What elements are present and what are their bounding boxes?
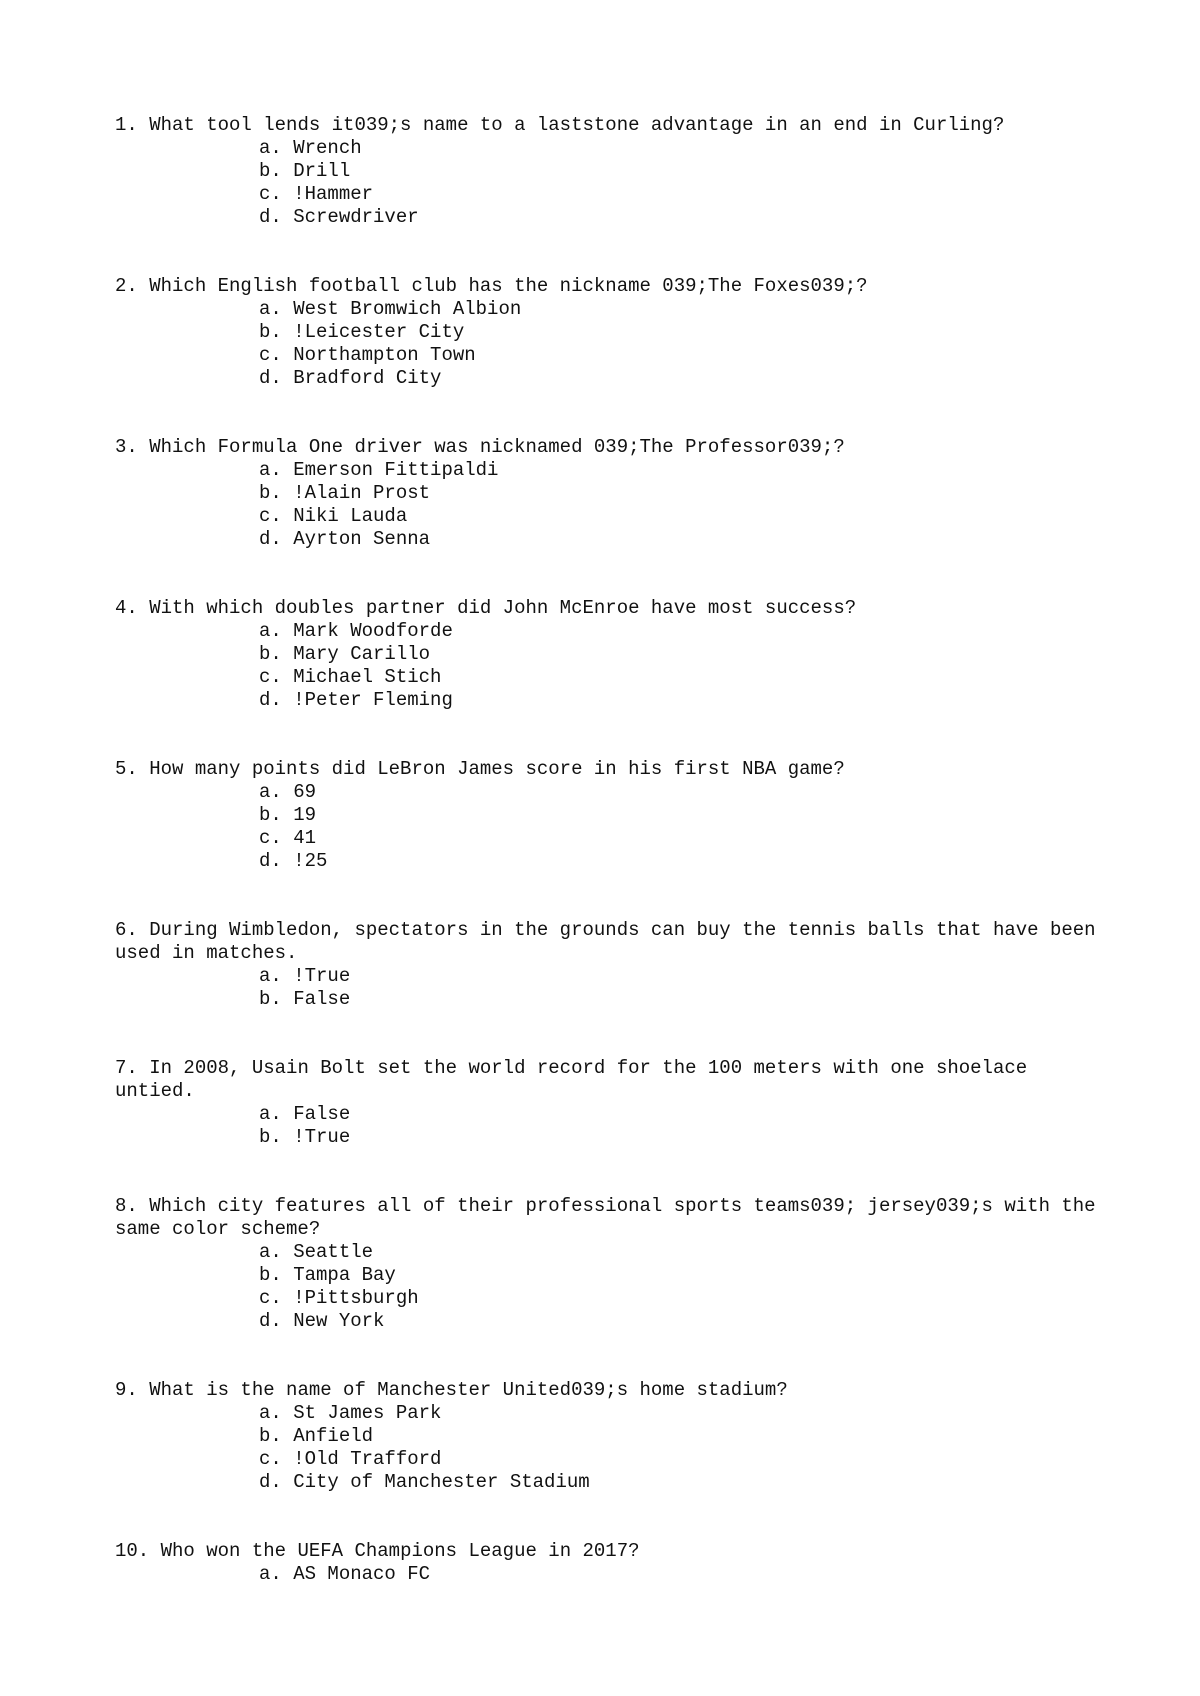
option-letter: d. <box>259 206 282 228</box>
option-letter: a. <box>259 620 282 642</box>
question-prompt: What tool lends it039;s name to a laststone advantage in an end in Curling? <box>149 114 1005 136</box>
answer-option <box>115 988 1115 1011</box>
question-9 <box>115 1379 1115 1494</box>
answer-option <box>115 1103 1115 1126</box>
option-letter: c. <box>259 1287 282 1309</box>
answer-option <box>115 528 1115 551</box>
option-letter: d. <box>259 367 282 389</box>
option-letter: d. <box>259 528 282 550</box>
option-letter: d. <box>259 1471 282 1493</box>
option-text: False <box>293 988 351 1010</box>
answer-option <box>115 1241 1115 1264</box>
answer-options <box>115 1241 1115 1333</box>
answer-option <box>115 1563 1115 1586</box>
option-text: Northampton Town <box>293 344 476 366</box>
answer-options <box>115 1402 1115 1494</box>
option-letter: a. <box>259 137 282 159</box>
answer-option <box>115 965 1115 988</box>
question-7 <box>115 1057 1115 1149</box>
option-letter: a. <box>259 1563 282 1585</box>
question-text <box>115 114 1105 137</box>
question-prompt: Which city features all of their professional sports teams039; jersey039;s with the same color scheme? <box>115 1195 1107 1240</box>
answer-option <box>115 1310 1115 1333</box>
option-letter: b. <box>259 160 282 182</box>
option-letter: b. <box>259 643 282 665</box>
question-prompt: Who won the UEFA Champions League in 2017? <box>160 1540 640 1562</box>
option-text: !True <box>293 1126 351 1148</box>
answer-option <box>115 367 1115 390</box>
question-number: 5. <box>115 758 138 780</box>
question-prompt: In 2008, Usain Bolt set the world record for the 100 meters with one shoelace untied. <box>115 1057 1039 1102</box>
question-text <box>115 919 1105 965</box>
question-6 <box>115 919 1115 1011</box>
answer-options <box>115 137 1115 229</box>
option-letter: c. <box>259 1448 282 1470</box>
question-number: 2. <box>115 275 138 297</box>
question-number: 4. <box>115 597 138 619</box>
answer-option <box>115 137 1115 160</box>
option-text: Bradford City <box>293 367 442 389</box>
option-text: !True <box>293 965 351 987</box>
question-number: 8. <box>115 1195 138 1217</box>
question-prompt: How many points did LeBron James score in his first NBA game? <box>149 758 845 780</box>
question-10 <box>115 1540 1115 1586</box>
option-letter: a. <box>259 459 282 481</box>
question-number: 10. <box>115 1540 150 1562</box>
option-letter: c. <box>259 344 282 366</box>
question-text <box>115 1057 1105 1103</box>
question-text <box>115 1379 1105 1402</box>
question-number: 7. <box>115 1057 138 1079</box>
answer-options <box>115 781 1115 873</box>
answer-option <box>115 781 1115 804</box>
option-text: !25 <box>293 850 328 872</box>
option-letter: c. <box>259 183 282 205</box>
option-text: Wrench <box>293 137 362 159</box>
option-text: Michael Stich <box>293 666 442 688</box>
option-letter: d. <box>259 689 282 711</box>
option-letter: c. <box>259 505 282 527</box>
question-text <box>115 1540 1105 1563</box>
option-letter: b. <box>259 1425 282 1447</box>
option-text: !Hammer <box>293 183 374 205</box>
question-number: 3. <box>115 436 138 458</box>
option-letter: d. <box>259 850 282 872</box>
option-text: Mark Woodforde <box>293 620 453 642</box>
question-2 <box>115 275 1115 390</box>
option-letter: a. <box>259 781 282 803</box>
answer-option <box>115 643 1115 666</box>
answer-options <box>115 965 1115 1011</box>
answer-option <box>115 1264 1115 1287</box>
option-letter: a. <box>259 1241 282 1263</box>
option-text: Mary Carillo <box>293 643 431 665</box>
question-1 <box>115 114 1115 229</box>
answer-option <box>115 620 1115 643</box>
option-letter: a. <box>259 1402 282 1424</box>
answer-option <box>115 1471 1115 1494</box>
answer-option <box>115 482 1115 505</box>
option-letter: b. <box>259 1264 282 1286</box>
answer-option <box>115 298 1115 321</box>
option-text: False <box>293 1103 351 1125</box>
question-text <box>115 1195 1105 1241</box>
question-prompt: Which English football club has the nickname 039;The Foxes039;? <box>149 275 868 297</box>
option-letter: b. <box>259 482 282 504</box>
answer-option <box>115 666 1115 689</box>
answer-option <box>115 344 1115 367</box>
answer-option <box>115 1402 1115 1425</box>
option-letter: b. <box>259 804 282 826</box>
option-letter: c. <box>259 666 282 688</box>
question-text <box>115 597 1105 620</box>
option-text: Emerson Fittipaldi <box>293 459 499 481</box>
answer-option <box>115 1425 1115 1448</box>
option-text: City of Manchester Stadium <box>293 1471 590 1493</box>
question-number: 6. <box>115 919 138 941</box>
answer-option <box>115 160 1115 183</box>
option-text: Niki Lauda <box>293 505 408 527</box>
option-letter: a. <box>259 1103 282 1125</box>
option-text: Ayrton Senna <box>293 528 431 550</box>
question-prompt: With which doubles partner did John McEnroe have most success? <box>149 597 857 619</box>
question-text <box>115 758 1105 781</box>
question-4 <box>115 597 1115 712</box>
option-text: AS Monaco FC <box>293 1563 431 1585</box>
answer-options <box>115 298 1115 390</box>
answer-option <box>115 505 1115 528</box>
question-3 <box>115 436 1115 551</box>
answer-option <box>115 689 1115 712</box>
answer-option <box>115 206 1115 229</box>
question-prompt: Which Formula One driver was nicknamed 039;The Professor039;? <box>149 436 845 458</box>
option-letter: d. <box>259 1310 282 1332</box>
option-text: Drill <box>293 160 351 182</box>
option-text: Screwdriver <box>293 206 419 228</box>
option-text: West Bromwich Albion <box>293 298 522 320</box>
answer-option <box>115 459 1115 482</box>
question-8 <box>115 1195 1115 1333</box>
option-text: 41 <box>293 827 317 849</box>
option-text: !Old Trafford <box>293 1448 442 1470</box>
option-letter: c. <box>259 827 282 849</box>
option-letter: a. <box>259 965 282 987</box>
option-text: St James Park <box>293 1402 442 1424</box>
answer-options <box>115 1563 1115 1586</box>
answer-option <box>115 804 1115 827</box>
answer-options <box>115 1103 1115 1149</box>
option-letter: b. <box>259 988 282 1010</box>
option-letter: b. <box>259 1126 282 1148</box>
option-letter: a. <box>259 298 282 320</box>
option-text: !Peter Fleming <box>293 689 453 711</box>
question-number: 1. <box>115 114 138 136</box>
answer-options <box>115 459 1115 551</box>
question-prompt: During Wimbledon, spectators in the grounds can buy the tennis balls that have been used in matches. <box>115 919 1107 964</box>
option-text: Tampa Bay <box>293 1264 396 1286</box>
answer-option <box>115 1448 1115 1471</box>
option-text: !Alain Prost <box>293 482 431 504</box>
answer-option <box>115 1126 1115 1149</box>
option-letter: b. <box>259 321 282 343</box>
question-prompt: What is the name of Manchester United039;s home stadium? <box>149 1379 788 1401</box>
question-text <box>115 436 1105 459</box>
question-text <box>115 275 1105 298</box>
option-text: !Leicester City <box>293 321 465 343</box>
option-text: !Pittsburgh <box>293 1287 419 1309</box>
question-5 <box>115 758 1115 873</box>
quiz-question-list <box>115 114 1115 1632</box>
answer-option <box>115 850 1115 873</box>
answer-option <box>115 183 1115 206</box>
question-number: 9. <box>115 1379 138 1401</box>
option-text: Anfield <box>293 1425 374 1447</box>
option-text: 19 <box>293 804 317 826</box>
option-text: New York <box>293 1310 385 1332</box>
answer-option <box>115 1287 1115 1310</box>
option-text: 69 <box>293 781 317 803</box>
answer-option <box>115 321 1115 344</box>
answer-options <box>115 620 1115 712</box>
answer-option <box>115 827 1115 850</box>
option-text: Seattle <box>293 1241 374 1263</box>
